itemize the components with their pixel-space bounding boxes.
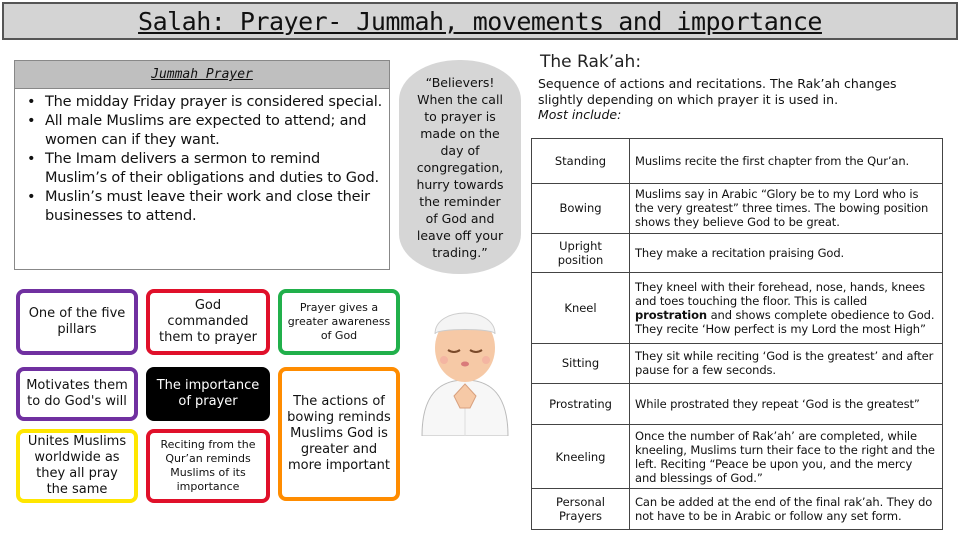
importance-card-text: The importance of prayer bbox=[156, 378, 260, 409]
importance-card bbox=[146, 429, 270, 503]
movement-cell: Kneeling bbox=[532, 424, 630, 489]
praying-boy-illustration bbox=[410, 296, 520, 436]
description-cell: Can be added at the end of the final rak’ah. They do not have to be in Arabic or follow any set form. bbox=[630, 489, 943, 530]
importance-card bbox=[278, 367, 400, 501]
importance-card-text: One of the five pillars bbox=[28, 306, 126, 337]
rakah-heading: The Rak’ah: bbox=[540, 52, 642, 72]
importance-card-text: God commanded them to prayer bbox=[159, 298, 257, 345]
table-row bbox=[532, 384, 943, 425]
jummah-bullet: • Muslin’s must leave their work and close their businesses to attend. bbox=[45, 188, 383, 226]
importance-card bbox=[16, 289, 138, 355]
movement-cell: Sitting bbox=[532, 343, 630, 384]
title-bar bbox=[2, 2, 958, 40]
page-title: Salah: Prayer- Jummah, movements and importance bbox=[138, 6, 822, 36]
movement-cell: Bowing bbox=[532, 183, 630, 234]
description-text: and shows complete obedience to God. They recite ‘How perfect is my Lord the most High” bbox=[635, 307, 935, 336]
importance-card-text: Motivates them to do God's will bbox=[26, 378, 128, 409]
importance-card-text: Reciting from the Qur’an reminds Muslims of its importance bbox=[160, 438, 256, 493]
description-cell bbox=[630, 272, 943, 343]
table-row bbox=[532, 489, 943, 530]
jummah-prayer-box bbox=[14, 60, 390, 270]
table-row bbox=[532, 272, 943, 343]
description-cell: While prostrated they repeat ‘God is the greatest” bbox=[630, 384, 943, 425]
jummah-bullet: • The midday Friday prayer is considered special. bbox=[45, 93, 383, 112]
importance-card bbox=[16, 429, 138, 503]
importance-card bbox=[16, 367, 138, 421]
movement-cell: Personal Prayers bbox=[532, 489, 630, 530]
movement-cell: Prostrating bbox=[532, 384, 630, 425]
importance-card-text: Prayer gives a greater awareness of God bbox=[287, 301, 391, 342]
table-row bbox=[532, 139, 943, 184]
prostration-term: prostration bbox=[635, 307, 708, 322]
quran-quote-text: “Believers! When the call to prayer is made on the day of congregation, hurry towards the reminder of God and leave off your trading.” bbox=[416, 74, 504, 260]
description-cell: Muslims say in Arabic “Glory be to my Lord who is the very greatest” three times. The bowing position shows they believe God to be great. bbox=[630, 183, 943, 234]
description-text: They kneel with their forehead, nose, hands, knees and toes touching the floor. This is called bbox=[635, 279, 925, 308]
quran-quote-bubble bbox=[399, 60, 521, 274]
importance-card-text: Unites Muslims worldwide as they all pray the same bbox=[27, 434, 127, 497]
table-row bbox=[532, 183, 943, 234]
importance-card bbox=[278, 289, 400, 355]
importance-card bbox=[146, 367, 270, 421]
description-cell: They sit while reciting ‘God is the greatest’ and after pause for a few seconds. bbox=[630, 343, 943, 384]
rakah-intro bbox=[538, 76, 938, 123]
movement-cell: Upright position bbox=[532, 234, 630, 272]
jummah-bullet-list bbox=[15, 89, 389, 226]
rakah-intro-text: Sequence of actions and recitations. The Rak’ah changes slightly depending on which prayer it is used in. bbox=[538, 76, 897, 107]
importance-card-text: The actions of bowing reminds Muslims God is greater and more important bbox=[287, 394, 391, 473]
table-row bbox=[532, 424, 943, 489]
rakah-table bbox=[531, 138, 943, 530]
rakah-most-include: Most include: bbox=[538, 107, 622, 122]
description-cell: They make a recitation praising God. bbox=[630, 234, 943, 272]
table-row bbox=[532, 343, 943, 384]
jummah-heading: Jummah Prayer bbox=[15, 61, 389, 89]
table-row bbox=[532, 234, 943, 272]
importance-card bbox=[146, 289, 270, 355]
description-cell: Once the number of Rak’ah’ are completed, while kneeling, Muslims turn their face to the right and the left. Reciting “Peace be upon you, and the mercy and blessings of God.” bbox=[630, 424, 943, 489]
jummah-bullet: • All male Muslims are expected to attend; and women can if they want. bbox=[45, 112, 383, 150]
description-cell: Muslims recite the first chapter from the Qur’an. bbox=[630, 139, 943, 184]
movement-cell: Kneel bbox=[532, 272, 630, 343]
jummah-bullet: • The Imam delivers a sermon to remind Muslim’s of their obligations and duties to God. bbox=[45, 150, 383, 188]
movement-cell: Standing bbox=[532, 139, 630, 184]
